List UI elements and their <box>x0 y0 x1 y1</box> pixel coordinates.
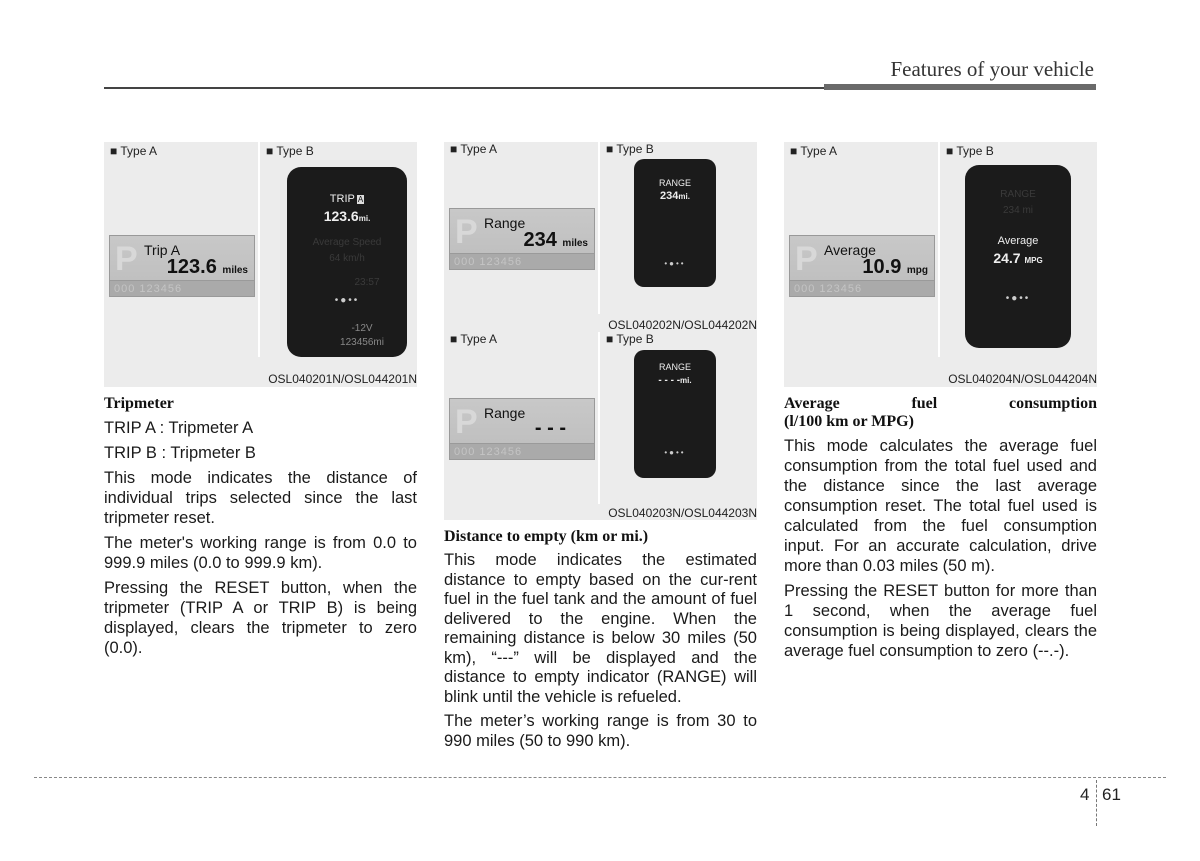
figure-code: OSL040202N/OSL044202N <box>608 318 757 332</box>
column-tripmeter <box>104 142 417 658</box>
cluster-number: - - - - <box>658 375 681 386</box>
header-bar <box>824 84 1096 90</box>
trip-tag: A <box>357 195 364 204</box>
cluster-display-type-b <box>965 165 1071 348</box>
section-heading: Average fuel consumption <box>784 395 1097 412</box>
type-a-label: ■ Type A <box>790 144 838 158</box>
lcd-ghost-digits: 000 123456 <box>114 283 183 295</box>
lcd-value <box>862 256 928 279</box>
cluster-title: RANGE <box>658 362 691 372</box>
lcd-unit: miles <box>562 238 588 249</box>
figure-divider <box>598 142 600 314</box>
park-indicator: P <box>455 213 478 251</box>
park-indicator: P <box>455 403 478 441</box>
cluster-bottom-text: 123456mi <box>340 337 384 348</box>
cluster-ghost-text: RANGE <box>1000 189 1036 200</box>
header-rule <box>104 87 824 89</box>
cluster-ghost-text: 23:57 <box>354 277 380 288</box>
lcd-number: 234 <box>523 229 557 251</box>
cluster-unit: mi. <box>678 192 690 201</box>
page-dots: •●•• <box>334 295 360 306</box>
page-dots: •●•• <box>1005 293 1031 304</box>
figure-code: OSL040201N/OSL044201N <box>268 372 417 386</box>
cluster-value <box>965 250 1071 266</box>
chapter-number: 4 <box>1080 785 1090 804</box>
figure-divider <box>258 142 260 357</box>
type-b-label: ■ Type B <box>606 142 654 156</box>
cluster-unit: MPG <box>1024 256 1043 265</box>
cluster-number: 24.7 <box>993 250 1021 266</box>
lcd-display-type-a <box>109 235 255 297</box>
lcd-value <box>523 229 588 252</box>
lcd-unit: mpg <box>906 265 928 276</box>
cluster-value <box>634 190 716 202</box>
cluster-bottom-text: -12V <box>351 323 373 334</box>
column-distance-to-empty <box>444 142 757 751</box>
lcd-display-type-a <box>789 235 935 297</box>
lcd-value <box>167 256 248 279</box>
lcd-ghost-digits: 000 123456 <box>454 256 523 268</box>
cluster-number: 234 <box>660 190 679 202</box>
lcd-display-type-a <box>449 208 595 270</box>
figure-divider <box>598 332 600 504</box>
lcd-ghost-digits: 000 123456 <box>454 446 523 458</box>
cluster-title-text: TRIP <box>329 193 355 205</box>
paragraph: TRIP B : Tripmeter B <box>104 444 256 462</box>
park-indicator: P <box>115 240 138 278</box>
page-dots: •●•• <box>664 259 686 268</box>
figure-range-low <box>444 332 757 520</box>
cluster-title <box>287 193 407 205</box>
lcd-unit: miles <box>222 265 248 276</box>
column-average-fuel <box>784 142 1097 661</box>
lcd-bottom-strip <box>790 280 934 296</box>
section-heading: Tripmeter <box>104 395 174 412</box>
cluster-ghost-text: 64 km/h <box>329 253 365 264</box>
section-heading: Distance to empty (km or mi.) <box>444 528 649 545</box>
lcd-mode-label: Range <box>484 405 526 421</box>
type-a-label: ■ Type A <box>110 144 158 158</box>
paragraph: TRIP A : Tripmeter A <box>104 419 254 437</box>
paragraph: The meter’s working range is from 30 to 990 miles (50 to 990 km). <box>444 712 757 750</box>
type-b-label: ■ Type B <box>606 332 654 346</box>
cluster-display-type-b <box>287 167 407 357</box>
cluster-ghost-text: Average Speed <box>312 237 382 248</box>
lcd-bottom-strip <box>450 443 594 459</box>
lcd-value: - - - <box>534 417 566 439</box>
paragraph: This mode indicates the distance of individual trips selected since the last tripmeter reset. <box>104 469 417 527</box>
paragraph: This mode indicates the estimated distance to empty based on the cur-rent fuel in the fuel tank and the amount of fuel delivered to the engine. When the remaining distance is below 30 miles (50 km), “---” will be displayed and the distance to empty indicator (RANGE) will blink until the vehicle is refueled. <box>444 551 757 706</box>
lcd-ghost-digits: 000 123456 <box>794 283 863 295</box>
type-a-label: ■ Type A <box>450 142 498 156</box>
park-indicator: P <box>795 240 818 278</box>
figure-divider <box>938 142 940 357</box>
lcd-display-type-a <box>449 398 595 460</box>
paragraph: This mode calculates the average fuel consumption from the total fuel used and the distance since the last average consumption reset. The total fuel used is calculated from the fuel consumption input. For an accurate calculation, drive more than 0.03 miles (50 m). <box>784 437 1097 575</box>
figure-tripmeter <box>104 142 417 387</box>
type-b-label: ■ Type B <box>266 144 314 158</box>
page-dots: •●•• <box>664 448 686 457</box>
footer-rule <box>34 777 1166 778</box>
figure-average <box>784 142 1097 387</box>
cluster-value <box>287 208 407 224</box>
lcd-number: 123.6 <box>166 256 217 278</box>
figure-range <box>444 142 757 332</box>
section-heading-units: (l/100 km or MPG) <box>784 413 914 430</box>
cluster-title: Average <box>997 235 1039 247</box>
lcd-bottom-strip <box>110 280 254 296</box>
paragraph: Pressing the RESET button for more than 1 second, when the average fuel consumption is being displayed, clears the average fuel consumption to zero (--.-). <box>784 582 1097 660</box>
cluster-display-type-b <box>634 350 716 478</box>
figure-code: OSL040203N/OSL044203N <box>608 506 757 520</box>
page-number: 61 <box>1102 785 1121 804</box>
running-header: Features of your vehicle <box>890 57 1094 81</box>
type-a-label: ■ Type A <box>450 332 498 346</box>
cluster-ghost-text: 234 mi <box>1002 205 1033 216</box>
figure-code: OSL040204N/OSL044204N <box>948 372 1097 386</box>
lcd-number: 10.9 <box>862 256 902 278</box>
cluster-unit: mi. <box>680 376 692 385</box>
cluster-display-type-b <box>634 159 716 287</box>
lcd-bottom-strip <box>450 253 594 269</box>
paragraph: The meter's working range is from 0.0 to 999.9 miles (0.0 to 999.9 km). <box>104 534 417 572</box>
cluster-value <box>634 375 716 386</box>
lcd-mode-label: Average <box>824 242 876 258</box>
paragraph: Pressing the RESET button, when the tripmeter (TRIP A or TRIP B) is being displayed, clears the tripmeter to zero (0.0). <box>104 579 417 657</box>
cluster-title: RANGE <box>658 178 691 188</box>
cluster-number: 123.6 <box>323 208 359 224</box>
lcd-mode-label: Range <box>484 215 526 231</box>
footer-divider <box>1096 780 1097 826</box>
lcd-mode-label: Trip A <box>144 242 181 258</box>
type-b-label: ■ Type B <box>946 144 994 158</box>
cluster-unit: mi. <box>358 214 371 223</box>
